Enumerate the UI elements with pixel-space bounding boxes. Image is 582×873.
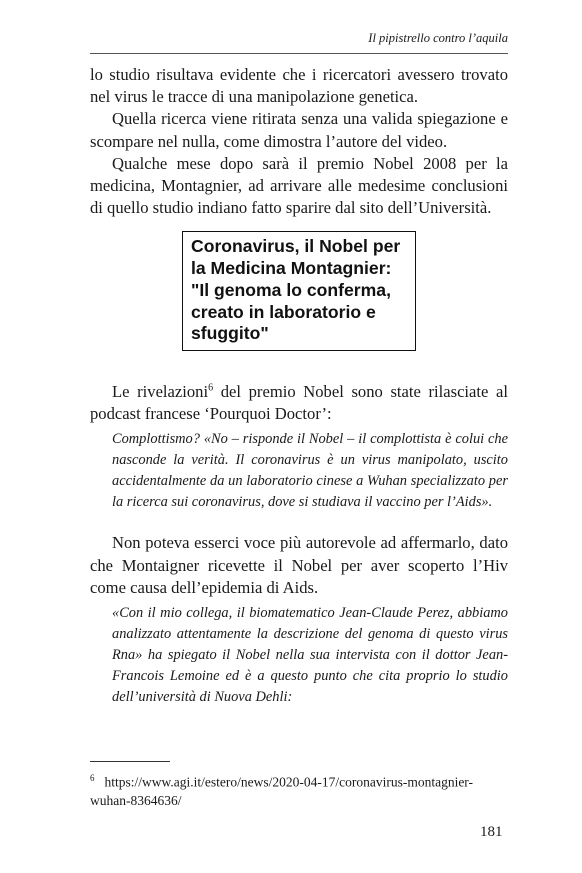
page-number: 181 [480, 824, 503, 840]
paragraph-3: Qualche mese dopo sarà il premio Nobel 2008 per la medicina, Montagnier, ad arrivare alle medesime conclusioni di quello studio indiano fatto sparire dal sito dell’Università. [90, 153, 508, 218]
paragraph-2: Quella ricerca viene ritirata senza una valida spiegazione e scompare nel nulla, come dimostra l’autore del video. [90, 109, 508, 151]
footnote-divider [90, 761, 170, 762]
boxed-headline: Coronavirus, il Nobel per la Medicina Montagnier: "Il genoma lo conferma, creato in laboratorio e sfuggito" [182, 231, 416, 351]
footnote-reference: 6 [208, 382, 214, 394]
paragraph-1: lo studio risultava evidente che i ricercatori avessero trovato nel virus le tracce di una manipolazione genetica. [90, 65, 508, 107]
footnote [90, 769, 508, 811]
paragraph-5: Non poteva esserci voce più autorevole ad affermarlo, dato che Montaigner ricevette il Nobel per aver scoperto l’Hiv come causa dell’epidemia di Aids. [90, 533, 508, 597]
header-divider [90, 53, 508, 54]
paragraph-4-start: Le rivelazioni [112, 381, 209, 401]
page-body [90, 64, 508, 708]
running-header: Il pipistrello contro l’aquila [368, 31, 508, 45]
block-quote-1: Complottismo? «No – risponde il Nobel – il complottista è colui che nasconde la verità. Il coronavirus è un virus manipolato, uscito accidentalmente da un laboratorio cinese a Wuhan specializzato per la ricerca sui coronavirus, dove si studiava il vaccino per l’Aids». [112, 431, 508, 511]
paragraph-4-end: del premio Nobel sono state rilasciate al podcast francese ‘Pourquoi Doctor’: [90, 381, 508, 424]
paragraph-4 [90, 381, 508, 425]
block-quote-2: «Con il mio collega, il biomatematico Jean-Claude Perez, abbiamo analizzato attentamente la descrizione del genoma di questo virus Rna» ha spiegato il Nobel nella sua intervista con il dottor Jean-Francois Lemoine ed è a questo punto che cita proprio lo studio dell’università di Nuova Dehli: [112, 604, 508, 705]
footnote-link[interactable]: https://www.agi.it/estero/news/2020-04-17/coronavirus-montagnier-wuhan-8364636/ [90, 774, 474, 808]
footnote-number: 6 [90, 773, 95, 783]
